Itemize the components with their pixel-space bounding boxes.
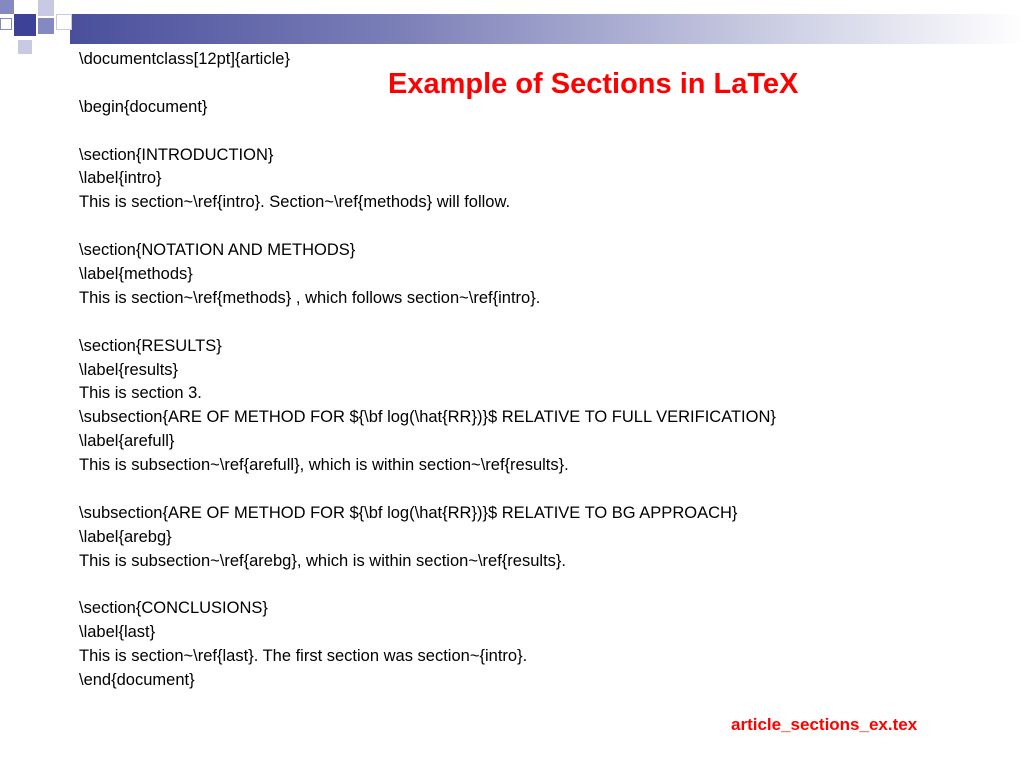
code-line: \documentclass[12pt]{article} [79, 50, 290, 68]
header-gradient-bar [70, 14, 1024, 44]
code-line: \section{NOTATION AND METHODS} [79, 241, 356, 260]
decorative-square [38, 0, 54, 16]
latex-code-block [79, 48, 776, 693]
slide-title: Example of Sections in LaTeX [388, 68, 799, 100]
decorative-square [0, 18, 12, 30]
code-line: This is section~\ref{intro}. Section~\ref{methods} will follow. [79, 193, 511, 212]
code-line: This is section~\ref{methods} , which follows section~\ref{intro}. [79, 288, 541, 307]
source-filename: article_sections_ex.tex [731, 715, 918, 734]
decorative-square [14, 14, 36, 36]
code-line: \begin{document} [79, 97, 208, 116]
code-line: \label{results} [79, 360, 179, 379]
code-line: \label{arefull} [79, 432, 175, 451]
code-line: \subsection{ARE OF METHOD FOR ${\bf log(\hat{RR})}$ RELATIVE TO FULL VERIFICATION} [79, 408, 776, 427]
blank-line [79, 72, 776, 96]
code-line: \subsection{ARE OF METHOD FOR ${\bf log(\hat{RR})}$ RELATIVE TO BG APPROACH} [79, 503, 738, 522]
blank-line [79, 311, 776, 335]
code-line: \end{document} [79, 671, 195, 690]
code-line: This is section 3. [79, 384, 202, 403]
code-line: This is subsection~\ref{arebg}, which is within section~\ref{results}. [79, 551, 566, 570]
blank-line [79, 120, 776, 144]
code-line: This is section~\ref{last}. The first section was section~{intro}. [79, 647, 528, 666]
code-line: \label{last} [79, 623, 156, 642]
code-line: \label{arebg} [79, 527, 172, 546]
decorative-square [0, 0, 14, 14]
code-line: \label{intro} [79, 169, 162, 188]
code-line: \section{RESULTS} [79, 336, 222, 355]
code-line: \label{methods} [79, 265, 193, 284]
decorative-square [38, 18, 54, 34]
code-line: This is subsection~\ref{arefull}, which is within section~\ref{results}. [79, 456, 569, 475]
decorative-square [18, 40, 32, 54]
blank-line [79, 478, 776, 502]
blank-line [79, 215, 776, 239]
code-line: \section{INTRODUCTION} [79, 145, 274, 164]
code-line: \section{CONCLUSIONS} [79, 599, 268, 618]
blank-line [79, 574, 776, 598]
decorative-square [56, 14, 72, 30]
